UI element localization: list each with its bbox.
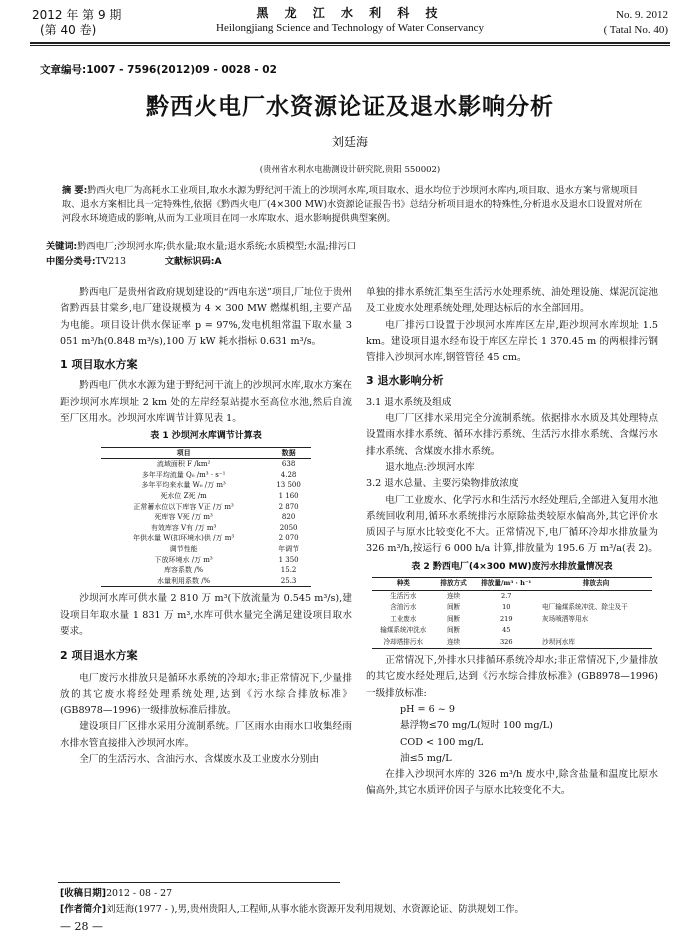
table-2-header-amount: 排放量/m³ · h⁻¹ xyxy=(481,579,532,588)
table-1-value-cell: 2 070 xyxy=(278,534,299,543)
affiliation: (贵州省水利水电勘测设计研究院,贵阳 550002) xyxy=(259,165,441,175)
table-2-amount-cell: 326 xyxy=(499,637,513,646)
table-1-item-cell: 多年平均来水量 W₀ /万 m³ xyxy=(141,481,226,490)
table-2 xyxy=(372,577,652,649)
table-2-header-row xyxy=(372,578,652,591)
header-rule-thin xyxy=(30,45,670,46)
table-2-row xyxy=(372,637,652,649)
table-1-value-cell: 2 870 xyxy=(278,502,299,511)
abstract xyxy=(62,184,644,226)
table-1-row xyxy=(101,480,311,491)
discharge-standard-paragraph: 正常情况下,外排水只排循环系统冷却水;非正常情况下,少量排放的其它废水经处理后,达到《污水综合排放标准》(GB8978—1996)一级排放标准: xyxy=(366,655,658,699)
table-1-item-cell: 多年平均流量 Q₀ /m³ · s⁻¹ xyxy=(141,470,226,479)
table-1-item-cell: 有效库容 V有 /万 m³ xyxy=(150,523,217,532)
table-2-amount-cell: 219 xyxy=(499,614,513,623)
section-3-2-heading: 3.2 退水总量、主要污染物排放浓度 xyxy=(366,478,519,490)
section-1-heading: 1 项目取水方案 xyxy=(60,358,138,372)
footnote xyxy=(60,886,524,918)
received-label: [收稿日期] xyxy=(60,888,107,899)
table-2-kind-cell: 输煤系统冲洗水 xyxy=(380,626,427,635)
table-1-value-cell: 1 160 xyxy=(278,492,299,501)
standard-oil: 油≤5 mg/L xyxy=(400,752,452,764)
table-1-item-cell: 流域面积 F /km² xyxy=(156,460,211,469)
header-rule xyxy=(30,42,670,44)
table-1-value-cell: 820 xyxy=(281,513,296,522)
table-1-item-cell: 库容系数 /% xyxy=(163,566,204,575)
table-1-header-value: 数据 xyxy=(281,447,296,457)
table-2-kind-cell: 生活污水 xyxy=(390,591,417,600)
table-2-mode-cell: 间断 xyxy=(446,603,461,612)
table-2-destination-cell: 沙坝河水库 xyxy=(542,637,575,646)
section-2-paragraph-3: 全厂的生活污水、含油污水、含煤废水及工业废水分别由 xyxy=(79,754,320,766)
table-1-row xyxy=(101,533,311,544)
table-1-item-cell: 死库容 V死 /万 m³ xyxy=(154,513,213,522)
table-2-header-kind: 种类 xyxy=(396,579,410,588)
section-2-paragraph-2: 建设项目厂区排水采用分流制系统。厂区雨水由雨水口收集经雨水排水管直接排入沙坝河水库。 xyxy=(60,721,352,749)
section-3-heading: 3 退水影响分析 xyxy=(366,374,444,388)
final-paragraph: 在排入沙坝河水库的 326 m³/h 废水中,除含盐量和温度比原水偏高外,其它水质评价因子与原水比较变化不大。 xyxy=(366,769,658,797)
left-column xyxy=(60,285,352,768)
doc-code-label: 文献标识码: xyxy=(164,256,215,267)
table-1-value-cell: 4.28 xyxy=(280,470,297,479)
doc-code-value: A xyxy=(214,256,222,267)
classification xyxy=(46,255,222,269)
table-1-value-cell: 638 xyxy=(281,460,296,469)
journal-title-cn: 黑 龙 江 水 利 科 技 xyxy=(256,6,444,20)
keywords xyxy=(46,240,666,254)
table-1-item-cell: 正常蓄水位以下库容 V正 /万 m³ xyxy=(133,502,234,511)
table-1-value-cell: 2050 xyxy=(279,523,298,532)
section-3-1-paragraph-2: 退水地点:沙坝河水库 xyxy=(385,461,475,473)
table-1-row xyxy=(101,470,311,481)
table-2-row xyxy=(372,614,652,626)
section-1-paragraph-1: 黔西电厂供水水源为建于野纪河干流上的沙坝河水库,取水方案在距沙坝河水库坝址 2 km 处的左岸经泵站提水至高位水池,然后自流至厂区用水。沙坝河水库调节计算见表 1。 xyxy=(60,380,352,425)
table-2-destination-cell: 电厂输煤系统冲洗、除尘及干 xyxy=(542,603,628,612)
table-1-row xyxy=(101,523,311,534)
table-2-amount-cell: 2.7 xyxy=(501,591,512,600)
abstract-label: 摘 要: xyxy=(62,185,88,196)
author-name: 刘廷海 xyxy=(331,135,368,149)
table-1-row xyxy=(101,555,311,566)
author-bio-label: [作者简介] xyxy=(60,904,107,915)
table-2-header-mode: 排放方式 xyxy=(440,579,467,588)
table-2-destination-cell xyxy=(540,625,652,637)
table-2-mode-cell: 连续 xyxy=(446,637,461,646)
keywords-text: 黔西电厂;沙坝河水库;供水量;取水量;退水系统;水质模型;水温;排污口 xyxy=(77,241,357,252)
table-2-mode-cell: 间断 xyxy=(446,626,461,635)
section-3-1-paragraph-1: 电厂厂区排水采用完全分流制系统。依据排水水质及其处理特点设置雨水排水系统、循环水排污系统、生活污水排水系统、含煤污水排水系统、含煤废水排水系统。 xyxy=(366,413,658,457)
table-2-destination-cell: 灰场喷洒等用水 xyxy=(542,614,589,623)
table-1-row xyxy=(101,459,311,470)
table-1-row xyxy=(101,565,311,576)
table-2-mode-cell: 连续 xyxy=(446,591,461,600)
table-1-row xyxy=(101,544,311,555)
table-1-value-cell: 15.2 xyxy=(280,566,297,575)
table-2-caption: 表 2 黔西电厂(4×300 MW)废污水排放量情况表 xyxy=(411,561,613,572)
table-2-amount-cell: 45 xyxy=(502,626,511,635)
keywords-label: 关键词: xyxy=(46,241,78,252)
author-bio: 刘廷海(1977 - ),男,贵州贵阳人,工程师,从事水能水资源开发利用规划、水资源论证、防洪规划工作。 xyxy=(106,904,524,915)
table-1-value-cell: 年调节 xyxy=(278,545,300,554)
section-3-2-paragraph-1: 电厂工业废水、化学污水和生活污水经处理后,全部进入复用水池系统回收利用,循环水系统排污水原除盐类较原水偏高外,其它评价水质因子与原水比较变化不大。正常情况下,电厂循环冷却水排放量为 326 m³/h,按运行 6 000 h/a 计算,排放量为 195.6 万 m³/a(表 2)。 xyxy=(366,494,658,555)
standard-ph: pH = 6 ~ 9 xyxy=(400,703,455,715)
section-2-heading: 2 项目退水方案 xyxy=(60,649,138,663)
table-2-destination-cell xyxy=(540,590,652,602)
right-column xyxy=(366,285,658,800)
section-1-paragraph-2: 沙坝河水库可供水量 2 810 万 m³(下放流量为 0.545 m³/s),建设项目年取水量 1 831 万 m³,水库可供水量完全满足建设项目取水要求。 xyxy=(60,593,352,637)
table-1-row xyxy=(101,502,311,513)
page-number: — 28 — xyxy=(60,920,103,933)
table-1-item-cell: 调节性能 xyxy=(169,545,198,554)
journal-title-en: Heilongjiang Science and Technology of Water Conservancy xyxy=(216,22,484,34)
table-1-row xyxy=(101,491,311,502)
total-number: ( Tatal No. 40) xyxy=(603,24,668,36)
clc-label: 中图分类号: xyxy=(46,256,96,267)
intro-paragraph: 黔西电厂是贵州省政府规划建设的“西电东送”项目,厂址位于贵州省黔西县甘棠乡,电厂建设规模为 4 × 300 MW 燃煤机组,主要产品为电能。项目设计供水保证率 p = 97%,发电机组常温下取水量 3 051 m³/h(0.848 m³/s),100 万 kW 耗水指标 0.631 m³/s。 xyxy=(60,287,352,347)
clc-value: TV213 xyxy=(95,256,126,267)
table-1-value-cell: 13 500 xyxy=(276,481,301,490)
article-number: 文章编号:1007 - 7596(2012)09 - 0028 - 02 xyxy=(40,64,277,76)
table-2-kind-cell: 含油污水 xyxy=(390,603,417,612)
running-header-center xyxy=(0,6,700,36)
table-1-value-cell: 25.3 xyxy=(280,576,297,585)
standard-cod: COD < 100 mg/L xyxy=(400,736,484,748)
table-1-header-row xyxy=(101,447,311,459)
abstract-text: 黔西火电厂为高耗水工业项目,取水水源为野纪河干流上的沙坝河水库,项目取水、退水均位于沙坝河水库内,项目取、退水方案与常规项目取、退水方案相比具一定特殊性,依据《黔西火电厂(4×300 MW)水资源论证报告书》总结分析项目退水的特殊性,分析退水及退水口设置对所在河段水环境造成的影响,从而为工业项目在同一水库取水、退水影响提供典型案例。 xyxy=(62,185,643,224)
volume: (第 40 卷) xyxy=(40,23,97,37)
table-2-amount-cell: 10 xyxy=(502,603,511,612)
table-2-mode-cell: 间断 xyxy=(446,614,461,623)
table-1-caption: 表 1 沙坝河水库调节计算表 xyxy=(150,431,262,442)
section-3-1-heading: 3.1 退水系统及组成 xyxy=(366,396,452,408)
running-header-right xyxy=(604,8,668,38)
outfall-paragraph: 电厂排污口设置于沙坝河水库库区左岸,距沙坝河水库坝址 1.5 km。建设项目退水经布设于库区左岸长 1 370.45 m 的两根排污钢管排入沙坝河水库,钢管管径 45 cm。 xyxy=(366,319,658,364)
received-date: 2012 - 08 - 27 xyxy=(106,888,173,899)
table-2-kind-cell: 冷却塔排污水 xyxy=(383,637,424,646)
table-2-kind-cell: 工业废水 xyxy=(390,614,417,623)
table-1-item-cell: 水量利用系数 /% xyxy=(156,576,211,585)
paper-title: 黔西火电厂水资源论证及退水影响分析 xyxy=(146,94,554,120)
table-1 xyxy=(101,447,311,588)
table-2-row xyxy=(372,625,652,637)
table-1-header-item: 项目 xyxy=(176,447,191,457)
table-1-value-cell: 1 350 xyxy=(278,555,299,564)
table-2-header-destination: 排放去向 xyxy=(582,579,610,588)
continued-paragraph: 单独的排水系统汇集至生活污水处理系统、油处理设施、煤泥沉淀池及工业废水处理系统处理,处理达标后的水全部回用。 xyxy=(366,287,658,315)
table-2-row xyxy=(372,602,652,614)
table-1-row xyxy=(101,512,311,523)
table-1-item-cell: 死水位 Z死 /m xyxy=(160,492,207,501)
table-2-row xyxy=(372,590,652,602)
table-1-item-cell: 下放环境水 /万 m³ xyxy=(154,555,213,564)
table-1-item-cell: 年供水量 W(扣环境水)供 /万 m³ xyxy=(133,534,235,543)
standard-suspended-solids: 悬浮物≤70 mg/L(短时 100 mg/L) xyxy=(400,720,553,732)
issue-number: No. 9. 2012 xyxy=(616,9,668,21)
footnote-rule xyxy=(58,882,340,883)
section-2-paragraph-1: 电厂废污水排放只是循环水系统的冷却水;非正常情况下,少量排放的其它废水将经处理系统处理,达到《污水综合排放标准》(GB8978—1996)一级排放标准后排放。 xyxy=(60,672,352,717)
issue-year: 2012 年 第 9 期 xyxy=(32,8,122,22)
table-1-row xyxy=(101,576,311,587)
